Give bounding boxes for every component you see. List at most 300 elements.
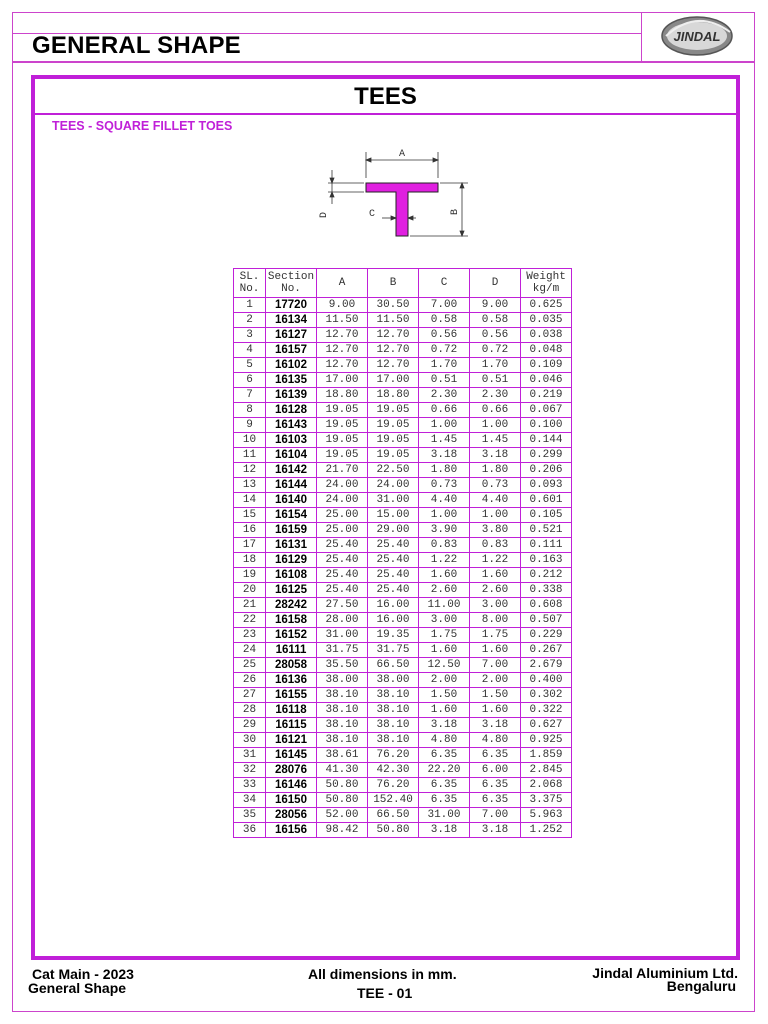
tee-shape xyxy=(366,183,438,236)
cell-b: 38.10 xyxy=(368,733,419,748)
cell-section-no: 17720 xyxy=(266,298,317,313)
cell-c: 2.00 xyxy=(419,673,470,688)
cell-b: 16.00 xyxy=(368,613,419,628)
cell-section-no: 16111 xyxy=(266,643,317,658)
table-row xyxy=(234,568,572,583)
cell-section-no: 16150 xyxy=(266,793,317,808)
cell-d: 4.80 xyxy=(470,733,521,748)
table-row xyxy=(234,493,572,508)
table-row xyxy=(234,523,572,538)
cell-section-no: 16115 xyxy=(266,718,317,733)
cell-c: 3.90 xyxy=(419,523,470,538)
cell-weight: 0.038 xyxy=(521,328,572,343)
cell-c: 1.00 xyxy=(419,418,470,433)
cell-section-no: 16156 xyxy=(266,823,317,838)
cell-c: 1.60 xyxy=(419,568,470,583)
table-row xyxy=(234,778,572,793)
cell-b: 25.40 xyxy=(368,538,419,553)
cell-b: 76.20 xyxy=(368,748,419,763)
cell-c: 3.18 xyxy=(419,718,470,733)
cell-a: 25.40 xyxy=(317,568,368,583)
cell-b: 19.05 xyxy=(368,418,419,433)
cell-c: 1.60 xyxy=(419,703,470,718)
cell-weight: 0.507 xyxy=(521,613,572,628)
cell-a: 25.40 xyxy=(317,583,368,598)
cell-a: 11.50 xyxy=(317,313,368,328)
cell-weight: 0.299 xyxy=(521,448,572,463)
footer-units-note: All dimensions in mm. xyxy=(308,966,457,982)
cell-d: 6.00 xyxy=(470,763,521,778)
cell-c: 1.22 xyxy=(419,553,470,568)
cell-b: 25.40 xyxy=(368,583,419,598)
table-row xyxy=(234,628,572,643)
cell-a: 17.00 xyxy=(317,373,368,388)
table-row xyxy=(234,298,572,313)
table-row xyxy=(234,313,572,328)
cell-d: 1.22 xyxy=(470,553,521,568)
cell-b: 18.80 xyxy=(368,388,419,403)
cell-a: 25.00 xyxy=(317,508,368,523)
table-row xyxy=(234,433,572,448)
table-row xyxy=(234,643,572,658)
cell-b: 25.40 xyxy=(368,553,419,568)
cell-a: 38.10 xyxy=(317,688,368,703)
cell-b: 152.40 xyxy=(368,793,419,808)
cell-weight: 0.267 xyxy=(521,643,572,658)
cell-weight: 0.100 xyxy=(521,418,572,433)
cell-sl-no: 15 xyxy=(234,508,266,523)
cell-a: 38.10 xyxy=(317,718,368,733)
cell-d: 3.18 xyxy=(470,718,521,733)
table-row xyxy=(234,448,572,463)
cell-a: 31.00 xyxy=(317,628,368,643)
table-row xyxy=(234,598,572,613)
table-row xyxy=(234,703,572,718)
cell-section-no: 16158 xyxy=(266,613,317,628)
cell-sl-no: 12 xyxy=(234,463,266,478)
section-subtitle: TEES - SQUARE FILLET TOES xyxy=(52,119,233,133)
cell-d: 3.18 xyxy=(470,448,521,463)
cell-sl-no: 29 xyxy=(234,718,266,733)
table-row xyxy=(234,478,572,493)
table-row xyxy=(234,673,572,688)
header-w-line2: kg/m xyxy=(532,283,560,295)
cell-b: 25.40 xyxy=(368,568,419,583)
cell-section-no: 28076 xyxy=(266,763,317,778)
cell-c: 4.40 xyxy=(419,493,470,508)
cell-d: 4.40 xyxy=(470,493,521,508)
cell-d: 2.00 xyxy=(470,673,521,688)
cell-d: 0.73 xyxy=(470,478,521,493)
cell-section-no: 16154 xyxy=(266,508,317,523)
cell-section-no: 28058 xyxy=(266,658,317,673)
cell-section-no: 16136 xyxy=(266,673,317,688)
cell-sl-no: 19 xyxy=(234,568,266,583)
cell-a: 19.05 xyxy=(317,433,368,448)
cell-weight: 1.859 xyxy=(521,748,572,763)
cell-sl-no: 23 xyxy=(234,628,266,643)
cell-a: 50.80 xyxy=(317,793,368,808)
cell-b: 17.00 xyxy=(368,373,419,388)
cell-sl-no: 28 xyxy=(234,703,266,718)
table-row xyxy=(234,793,572,808)
table-row xyxy=(234,463,572,478)
cell-a: 27.50 xyxy=(317,598,368,613)
cell-weight: 0.925 xyxy=(521,733,572,748)
cell-sl-no: 20 xyxy=(234,583,266,598)
table-row xyxy=(234,403,572,418)
cell-b: 66.50 xyxy=(368,658,419,673)
cell-b: 38.00 xyxy=(368,673,419,688)
cell-b: 12.70 xyxy=(368,343,419,358)
cell-section-no: 16146 xyxy=(266,778,317,793)
cell-weight: 0.627 xyxy=(521,718,572,733)
header-sl-no xyxy=(234,269,266,298)
dim-label-b: B xyxy=(450,208,461,216)
cell-sl-no: 14 xyxy=(234,493,266,508)
cell-a: 35.50 xyxy=(317,658,368,673)
cell-weight: 0.608 xyxy=(521,598,572,613)
cell-a: 12.70 xyxy=(317,328,368,343)
cell-section-no: 16104 xyxy=(266,448,317,463)
cell-b: 38.10 xyxy=(368,718,419,733)
cell-a: 25.40 xyxy=(317,538,368,553)
cell-weight: 0.163 xyxy=(521,553,572,568)
cell-b: 50.80 xyxy=(368,823,419,838)
cell-section-no: 16103 xyxy=(266,433,317,448)
cell-section-no: 16139 xyxy=(266,388,317,403)
cell-b: 15.00 xyxy=(368,508,419,523)
cell-sl-no: 18 xyxy=(234,553,266,568)
cell-weight: 0.521 xyxy=(521,523,572,538)
cell-d: 1.60 xyxy=(470,568,521,583)
cell-c: 0.56 xyxy=(419,328,470,343)
cell-a: 9.00 xyxy=(317,298,368,313)
cell-c: 31.00 xyxy=(419,808,470,823)
cell-sl-no: 3 xyxy=(234,328,266,343)
cell-a: 31.75 xyxy=(317,643,368,658)
header-weight xyxy=(521,269,572,298)
table-row xyxy=(234,538,572,553)
cell-b: 30.50 xyxy=(368,298,419,313)
cell-section-no: 16108 xyxy=(266,568,317,583)
cell-sl-no: 5 xyxy=(234,358,266,373)
cell-section-no: 16142 xyxy=(266,463,317,478)
cell-b: 16.00 xyxy=(368,598,419,613)
cell-section-no: 16144 xyxy=(266,478,317,493)
cell-weight: 0.229 xyxy=(521,628,572,643)
tee-profile-diagram xyxy=(312,140,482,245)
cell-section-no: 16134 xyxy=(266,313,317,328)
footer-company: Jindal Aluminium Ltd. xyxy=(592,965,738,981)
cell-section-no: 16159 xyxy=(266,523,317,538)
cell-d: 0.83 xyxy=(470,538,521,553)
cell-d: 9.00 xyxy=(470,298,521,313)
cell-section-no: 16143 xyxy=(266,418,317,433)
cell-weight: 0.111 xyxy=(521,538,572,553)
table-row xyxy=(234,508,572,523)
cell-section-no: 16121 xyxy=(266,733,317,748)
cell-sl-no: 17 xyxy=(234,538,266,553)
cell-b: 31.75 xyxy=(368,643,419,658)
cell-sl-no: 31 xyxy=(234,748,266,763)
header-d: D xyxy=(470,269,521,298)
cell-sl-no: 34 xyxy=(234,793,266,808)
cell-d: 7.00 xyxy=(470,808,521,823)
cell-a: 38.00 xyxy=(317,673,368,688)
header-sec-line2: No. xyxy=(281,283,301,295)
cell-d: 6.35 xyxy=(470,793,521,808)
table-body xyxy=(234,298,572,838)
cell-d: 1.45 xyxy=(470,433,521,448)
cell-sl-no: 33 xyxy=(234,778,266,793)
cell-sl-no: 2 xyxy=(234,313,266,328)
table-row xyxy=(234,808,572,823)
cell-b: 19.35 xyxy=(368,628,419,643)
cell-weight: 0.035 xyxy=(521,313,572,328)
cell-b: 19.05 xyxy=(368,403,419,418)
cell-c: 7.00 xyxy=(419,298,470,313)
cell-a: 50.80 xyxy=(317,778,368,793)
cell-c: 1.75 xyxy=(419,628,470,643)
cell-section-no: 16102 xyxy=(266,358,317,373)
cell-sl-no: 11 xyxy=(234,448,266,463)
cell-c: 2.30 xyxy=(419,388,470,403)
cell-weight: 0.601 xyxy=(521,493,572,508)
cell-c: 1.45 xyxy=(419,433,470,448)
cell-a: 24.00 xyxy=(317,478,368,493)
cell-d: 7.00 xyxy=(470,658,521,673)
cell-weight: 0.219 xyxy=(521,388,572,403)
table-row xyxy=(234,343,572,358)
cell-a: 38.10 xyxy=(317,703,368,718)
cell-c: 0.58 xyxy=(419,313,470,328)
cell-b: 19.05 xyxy=(368,448,419,463)
tees-table xyxy=(233,268,572,838)
header-sl-line1: SL. xyxy=(239,271,260,283)
cell-d: 1.80 xyxy=(470,463,521,478)
cell-d: 0.72 xyxy=(470,343,521,358)
cell-a: 25.00 xyxy=(317,523,368,538)
table-header-row xyxy=(234,269,572,298)
header-sl-line2: No. xyxy=(239,283,260,295)
cell-section-no: 16131 xyxy=(266,538,317,553)
footer-location: Bengaluru xyxy=(666,978,736,994)
cell-sl-no: 27 xyxy=(234,688,266,703)
cell-d: 1.60 xyxy=(470,703,521,718)
cell-d: 0.58 xyxy=(470,313,521,328)
header-section-no xyxy=(266,269,317,298)
cell-c: 1.80 xyxy=(419,463,470,478)
cell-weight: 1.252 xyxy=(521,823,572,838)
cell-d: 3.00 xyxy=(470,598,521,613)
cell-a: 38.61 xyxy=(317,748,368,763)
cell-a: 19.05 xyxy=(317,448,368,463)
cell-section-no: 16152 xyxy=(266,628,317,643)
cell-a: 52.00 xyxy=(317,808,368,823)
cell-weight: 2.679 xyxy=(521,658,572,673)
title-divider xyxy=(35,113,736,115)
cell-sl-no: 26 xyxy=(234,673,266,688)
cell-c: 6.35 xyxy=(419,793,470,808)
cell-c: 3.00 xyxy=(419,613,470,628)
cell-weight: 0.338 xyxy=(521,583,572,598)
cell-sl-no: 35 xyxy=(234,808,266,823)
cell-b: 31.00 xyxy=(368,493,419,508)
cell-weight: 0.046 xyxy=(521,373,572,388)
cell-c: 6.35 xyxy=(419,778,470,793)
cell-section-no: 16135 xyxy=(266,373,317,388)
cell-b: 38.10 xyxy=(368,688,419,703)
cell-c: 22.20 xyxy=(419,763,470,778)
cell-b: 12.70 xyxy=(368,328,419,343)
cell-weight: 0.105 xyxy=(521,508,572,523)
table-row xyxy=(234,763,572,778)
cell-d: 2.60 xyxy=(470,583,521,598)
cell-sl-no: 10 xyxy=(234,433,266,448)
cell-a: 19.05 xyxy=(317,418,368,433)
cell-sl-no: 8 xyxy=(234,403,266,418)
cell-weight: 0.109 xyxy=(521,358,572,373)
cell-b: 66.50 xyxy=(368,808,419,823)
cell-c: 1.70 xyxy=(419,358,470,373)
cell-sl-no: 4 xyxy=(234,343,266,358)
cell-c: 0.51 xyxy=(419,373,470,388)
cell-section-no: 28242 xyxy=(266,598,317,613)
cell-b: 19.05 xyxy=(368,433,419,448)
table-row xyxy=(234,688,572,703)
dim-label-d: D xyxy=(319,211,330,219)
footer-catalog: Cat Main - 2023 xyxy=(32,966,134,982)
table-row xyxy=(234,583,572,598)
cell-weight: 0.093 xyxy=(521,478,572,493)
table-row xyxy=(234,373,572,388)
cell-d: 1.75 xyxy=(470,628,521,643)
table-row xyxy=(234,658,572,673)
cell-weight: 3.375 xyxy=(521,793,572,808)
cell-d: 6.35 xyxy=(470,778,521,793)
cell-b: 38.10 xyxy=(368,703,419,718)
cell-section-no: 16155 xyxy=(266,688,317,703)
cell-a: 12.70 xyxy=(317,343,368,358)
cell-section-no: 16118 xyxy=(266,703,317,718)
cell-a: 98.42 xyxy=(317,823,368,838)
cell-weight: 2.845 xyxy=(521,763,572,778)
footer-category: General Shape xyxy=(28,980,127,996)
cell-a: 18.80 xyxy=(317,388,368,403)
cell-section-no: 28056 xyxy=(266,808,317,823)
cell-c: 0.72 xyxy=(419,343,470,358)
cell-b: 24.00 xyxy=(368,478,419,493)
cell-sl-no: 24 xyxy=(234,643,266,658)
cell-section-no: 16145 xyxy=(266,748,317,763)
cell-d: 0.56 xyxy=(470,328,521,343)
cell-a: 21.70 xyxy=(317,463,368,478)
cell-a: 25.40 xyxy=(317,553,368,568)
cell-b: 42.30 xyxy=(368,763,419,778)
cell-c: 3.18 xyxy=(419,823,470,838)
cell-section-no: 16140 xyxy=(266,493,317,508)
cell-sl-no: 21 xyxy=(234,598,266,613)
table-row xyxy=(234,553,572,568)
cell-sl-no: 1 xyxy=(234,298,266,313)
cell-a: 19.05 xyxy=(317,403,368,418)
section-title: TEES xyxy=(354,83,417,110)
cell-sl-no: 9 xyxy=(234,418,266,433)
header-c: C xyxy=(419,269,470,298)
dim-label-c: C xyxy=(368,209,376,220)
table-row xyxy=(234,748,572,763)
cell-c: 3.18 xyxy=(419,448,470,463)
cell-d: 1.00 xyxy=(470,418,521,433)
table-row xyxy=(234,358,572,373)
cell-a: 12.70 xyxy=(317,358,368,373)
cell-section-no: 16127 xyxy=(266,328,317,343)
logo-text: JINDAL xyxy=(673,29,721,44)
cell-b: 76.20 xyxy=(368,778,419,793)
jindal-logo xyxy=(660,14,734,58)
cell-d: 8.00 xyxy=(470,613,521,628)
cell-d: 1.60 xyxy=(470,643,521,658)
cell-c: 0.83 xyxy=(419,538,470,553)
cell-weight: 0.625 xyxy=(521,298,572,313)
cell-weight: 2.068 xyxy=(521,778,572,793)
cell-a: 24.00 xyxy=(317,493,368,508)
cell-a: 28.00 xyxy=(317,613,368,628)
cell-sl-no: 16 xyxy=(234,523,266,538)
cell-c: 0.73 xyxy=(419,478,470,493)
table-row xyxy=(234,718,572,733)
cell-c: 1.60 xyxy=(419,643,470,658)
cell-b: 22.50 xyxy=(368,463,419,478)
cell-d: 2.30 xyxy=(470,388,521,403)
table-row xyxy=(234,418,572,433)
cell-c: 1.50 xyxy=(419,688,470,703)
cell-sl-no: 30 xyxy=(234,733,266,748)
cell-c: 2.60 xyxy=(419,583,470,598)
cell-c: 11.00 xyxy=(419,598,470,613)
table-row xyxy=(234,823,572,838)
cell-sl-no: 7 xyxy=(234,388,266,403)
cell-sl-no: 6 xyxy=(234,373,266,388)
cell-a: 38.10 xyxy=(317,733,368,748)
cell-b: 11.50 xyxy=(368,313,419,328)
cell-sl-no: 36 xyxy=(234,823,266,838)
cell-d: 3.80 xyxy=(470,523,521,538)
cell-weight: 0.400 xyxy=(521,673,572,688)
cell-section-no: 16129 xyxy=(266,553,317,568)
cell-c: 12.50 xyxy=(419,658,470,673)
cell-sl-no: 13 xyxy=(234,478,266,493)
cell-section-no: 16157 xyxy=(266,343,317,358)
cell-sl-no: 22 xyxy=(234,613,266,628)
footer-page-code: TEE - 01 xyxy=(357,985,413,1001)
cell-sl-no: 32 xyxy=(234,763,266,778)
cell-d: 0.51 xyxy=(470,373,521,388)
header-w-line1: Weight xyxy=(526,271,566,283)
cell-c: 1.00 xyxy=(419,508,470,523)
cell-c: 4.80 xyxy=(419,733,470,748)
cell-weight: 0.067 xyxy=(521,403,572,418)
cell-weight: 0.322 xyxy=(521,703,572,718)
cell-weight: 0.206 xyxy=(521,463,572,478)
cell-b: 12.70 xyxy=(368,358,419,373)
cell-section-no: 16128 xyxy=(266,403,317,418)
cell-d: 6.35 xyxy=(470,748,521,763)
cell-d: 1.00 xyxy=(470,508,521,523)
cell-c: 0.66 xyxy=(419,403,470,418)
cell-a: 41.30 xyxy=(317,763,368,778)
